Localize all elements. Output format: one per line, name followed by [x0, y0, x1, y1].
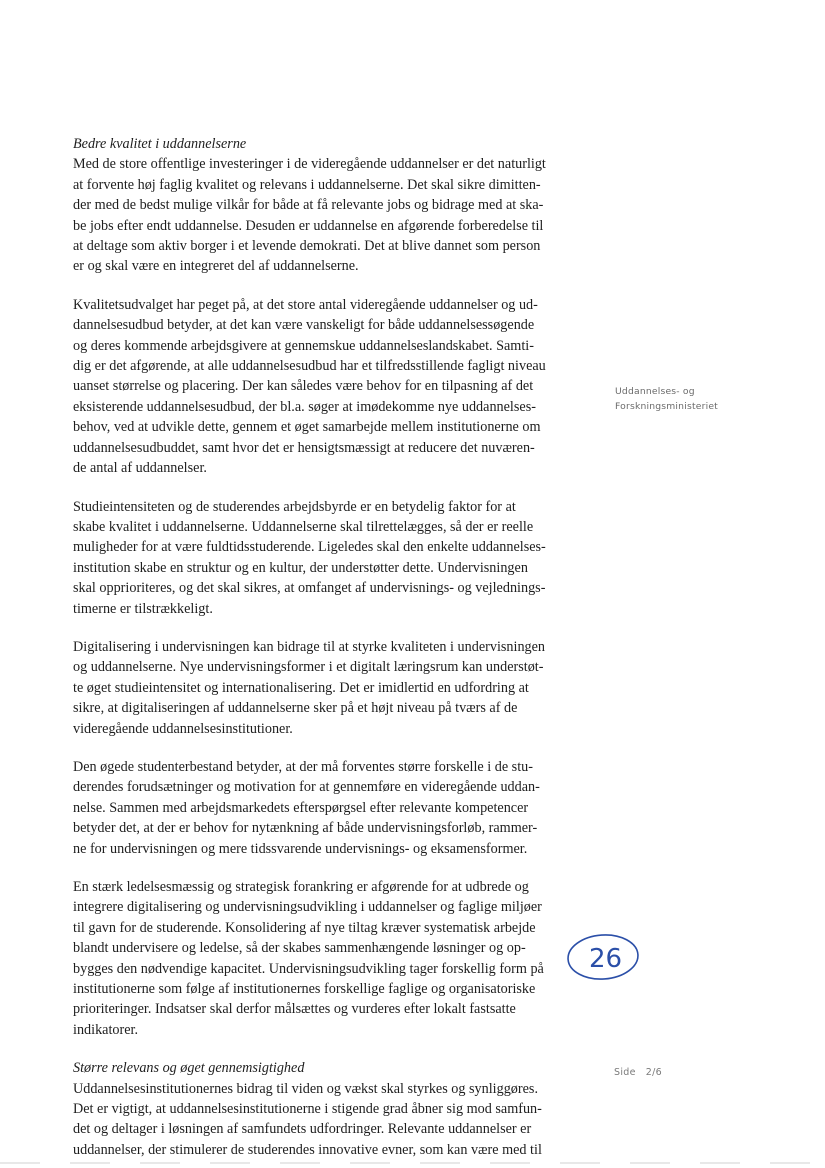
paragraph-investments [73, 154, 593, 276]
text-line: ne for undervisningen og mere tidssvarende undervisnings- og eksamensformer. [73, 840, 528, 857]
ministry-name-line2: Forskningsministeriet [615, 401, 718, 412]
text-line: muligheder for at være fuldtidsstuderende. Ligeledes skal den enkelte uddannelses- [73, 539, 546, 556]
text-line: institution skabe en struktur og en kultur, der understøtter dette. Undervisningen [73, 559, 528, 576]
text-line: indikatorer. [73, 1021, 139, 1038]
text-line: timerne er tilstrækkeligt. [73, 600, 213, 617]
text-line: Digitalisering i undervisningen kan bidrage til at styrke kvaliteten i undervisningen [73, 638, 546, 655]
text-line: be jobs efter endt uddannelse. Desuden er uddannelse en afgørende forberedelse til [73, 217, 544, 234]
text-line: og uddannelserne. Nye undervisningsformer i et digitalt læringsrum kan understøt- [73, 659, 544, 676]
paragraph-quality-committee [73, 295, 593, 479]
scan-edge-artifact [0, 1162, 825, 1164]
text-line: sikre, at digitaliseringen af uddannelserne sker på et højt niveau på tværs af de [73, 700, 518, 717]
page-value: 2/6 [645, 1067, 662, 1078]
ministry-name-line1: Uddannelses- og [615, 386, 695, 397]
text-line: eksisterende uddannelsesudbud, der bl.a. søger at imødekomme nye uddannelses- [73, 398, 536, 415]
text-line: til gavn for de studerende. Konsolidering af nye tiltag kræver systematisk arbejde [73, 919, 536, 936]
stamp-number: 26 [589, 944, 623, 974]
text-line: Uddannelsesinstitutionernes bidrag til viden og vækst skal styrkes og synliggøres. [73, 1080, 538, 1097]
text-line: der med de bedst mulige vilkår for både at få relevante jobs og bidrage med at ska- [73, 197, 544, 214]
text-line: bygges den nødvendige kapacitet. Undervisningsudvikling tager forskellig form på [73, 960, 544, 977]
ministry-name [615, 384, 718, 414]
text-line: uddannelsesudbuddet, samt hvor det er hensigtsmæssigt at reducere det nuværen- [73, 439, 535, 456]
page-label: Side [614, 1067, 636, 1078]
text-line: videregående uddannelsesinstitutioner. [73, 720, 293, 737]
text-line: betyder det, at der er behov for nytænkning af både undervisningsforløb, rammer- [73, 820, 538, 837]
text-line: at forvente høj faglig kvalitet og relevans i uddannelserne. Det skal sikre dimitten- [73, 176, 541, 193]
text-line: nelse. Sammen med arbejdsmarkedets efterspørgsel efter relevante kompetencer [73, 799, 529, 816]
text-line: behov, ved at udvikle dette, gennem et øget samarbejde mellem institutionerne om [73, 419, 541, 436]
text-line: uddannelser, der stimulerer de studerendes innovative evner, som kan være med til [73, 1141, 542, 1158]
text-line: derendes forudsætninger og motivation for at gennemføre en videregående uddan- [73, 779, 540, 796]
paragraph-leadership [73, 877, 593, 1040]
text-line: at deltage som aktiv borger i et levende demokrati. Det at blive dannet som person [73, 238, 541, 255]
page-number [614, 1067, 662, 1078]
text-line: det og deltager i løsningen af samfundets udfordringer. Relevante uddannelser er [73, 1121, 532, 1138]
text-line: er og skal være en integreret del af uddannelserne. [73, 258, 359, 275]
paragraph-student-population [73, 757, 593, 859]
text-line: dig er det afgørende, at alle uddannelsesudbud har et tilfredsstillende fagligt niveau [73, 358, 546, 375]
text-line: Studieintensiteten og de studerendes arbejdsbyrde er en betydelig faktor for at [73, 498, 516, 515]
paragraph-study-intensity [73, 497, 593, 619]
text-line: te øget studieintensitet og internationalisering. Det er imidlertid en udfordring at [73, 679, 529, 696]
text-line: skabe kvalitet i uddannelserne. Uddannelserne skal tilrettelægges, så der er reelle [73, 518, 534, 535]
text-line: integrere digitalisering og undervisningsudvikling i uddannelser og faglige miljøer [73, 899, 542, 916]
text-line: de antal af uddannelser. [73, 460, 207, 477]
text-line: Kvalitetsudvalget har peget på, at det store antal videregående uddannelser og ud- [73, 296, 538, 313]
text-line: prioriteringer. Indsatser skal derfor målsættes og vurderes efter lokalt fastsatte [73, 1001, 516, 1018]
paragraph-relevance [73, 1079, 593, 1161]
text-line: En stærk ledelsesmæssig og strategisk forankring er afgørende for at udbrede og [73, 879, 529, 895]
text-line: blandt undervisere og ledelse, så der skabes sammenhængende løsninger og op- [73, 940, 526, 957]
handwritten-page-stamp [565, 931, 641, 983]
text-line: dannelsesudbud betyder, at det kan være vanskeligt for både uddannelsessøgende [73, 317, 535, 334]
text-line: institutionerne som følge af institutionernes forskellige faglige og organisatoriske [73, 981, 536, 998]
text-line: uanset størrelse og placering. Der kan således være behov for en tilpasning af det [73, 378, 534, 395]
text-line: og deres kommende arbejdsgivere at gennemskue uddannelseslandskabet. Samti- [73, 337, 534, 354]
text-line: Det er vigtigt, at uddannelsesinstitutionerne i stigende grad åbner sig mod samfun- [73, 1101, 542, 1118]
text-line: Med de store offentlige investeringer i de videregående uddannelser er det naturligt [73, 156, 546, 173]
section-heading-quality: Bedre kvalitet i uddannelserne [73, 136, 247, 152]
paragraph-digitalisation [73, 637, 593, 739]
section-heading-relevance: Større relevans og øget gennemsigtighed [73, 1060, 305, 1077]
text-line: Den øgede studenterbestand betyder, at der må forventes større forskelle i de stu- [73, 758, 533, 775]
document-body [73, 134, 593, 1160]
text-line: skal opprioriteres, og det skal sikres, at omfanget af undervisnings- og vejlednings- [73, 580, 546, 597]
